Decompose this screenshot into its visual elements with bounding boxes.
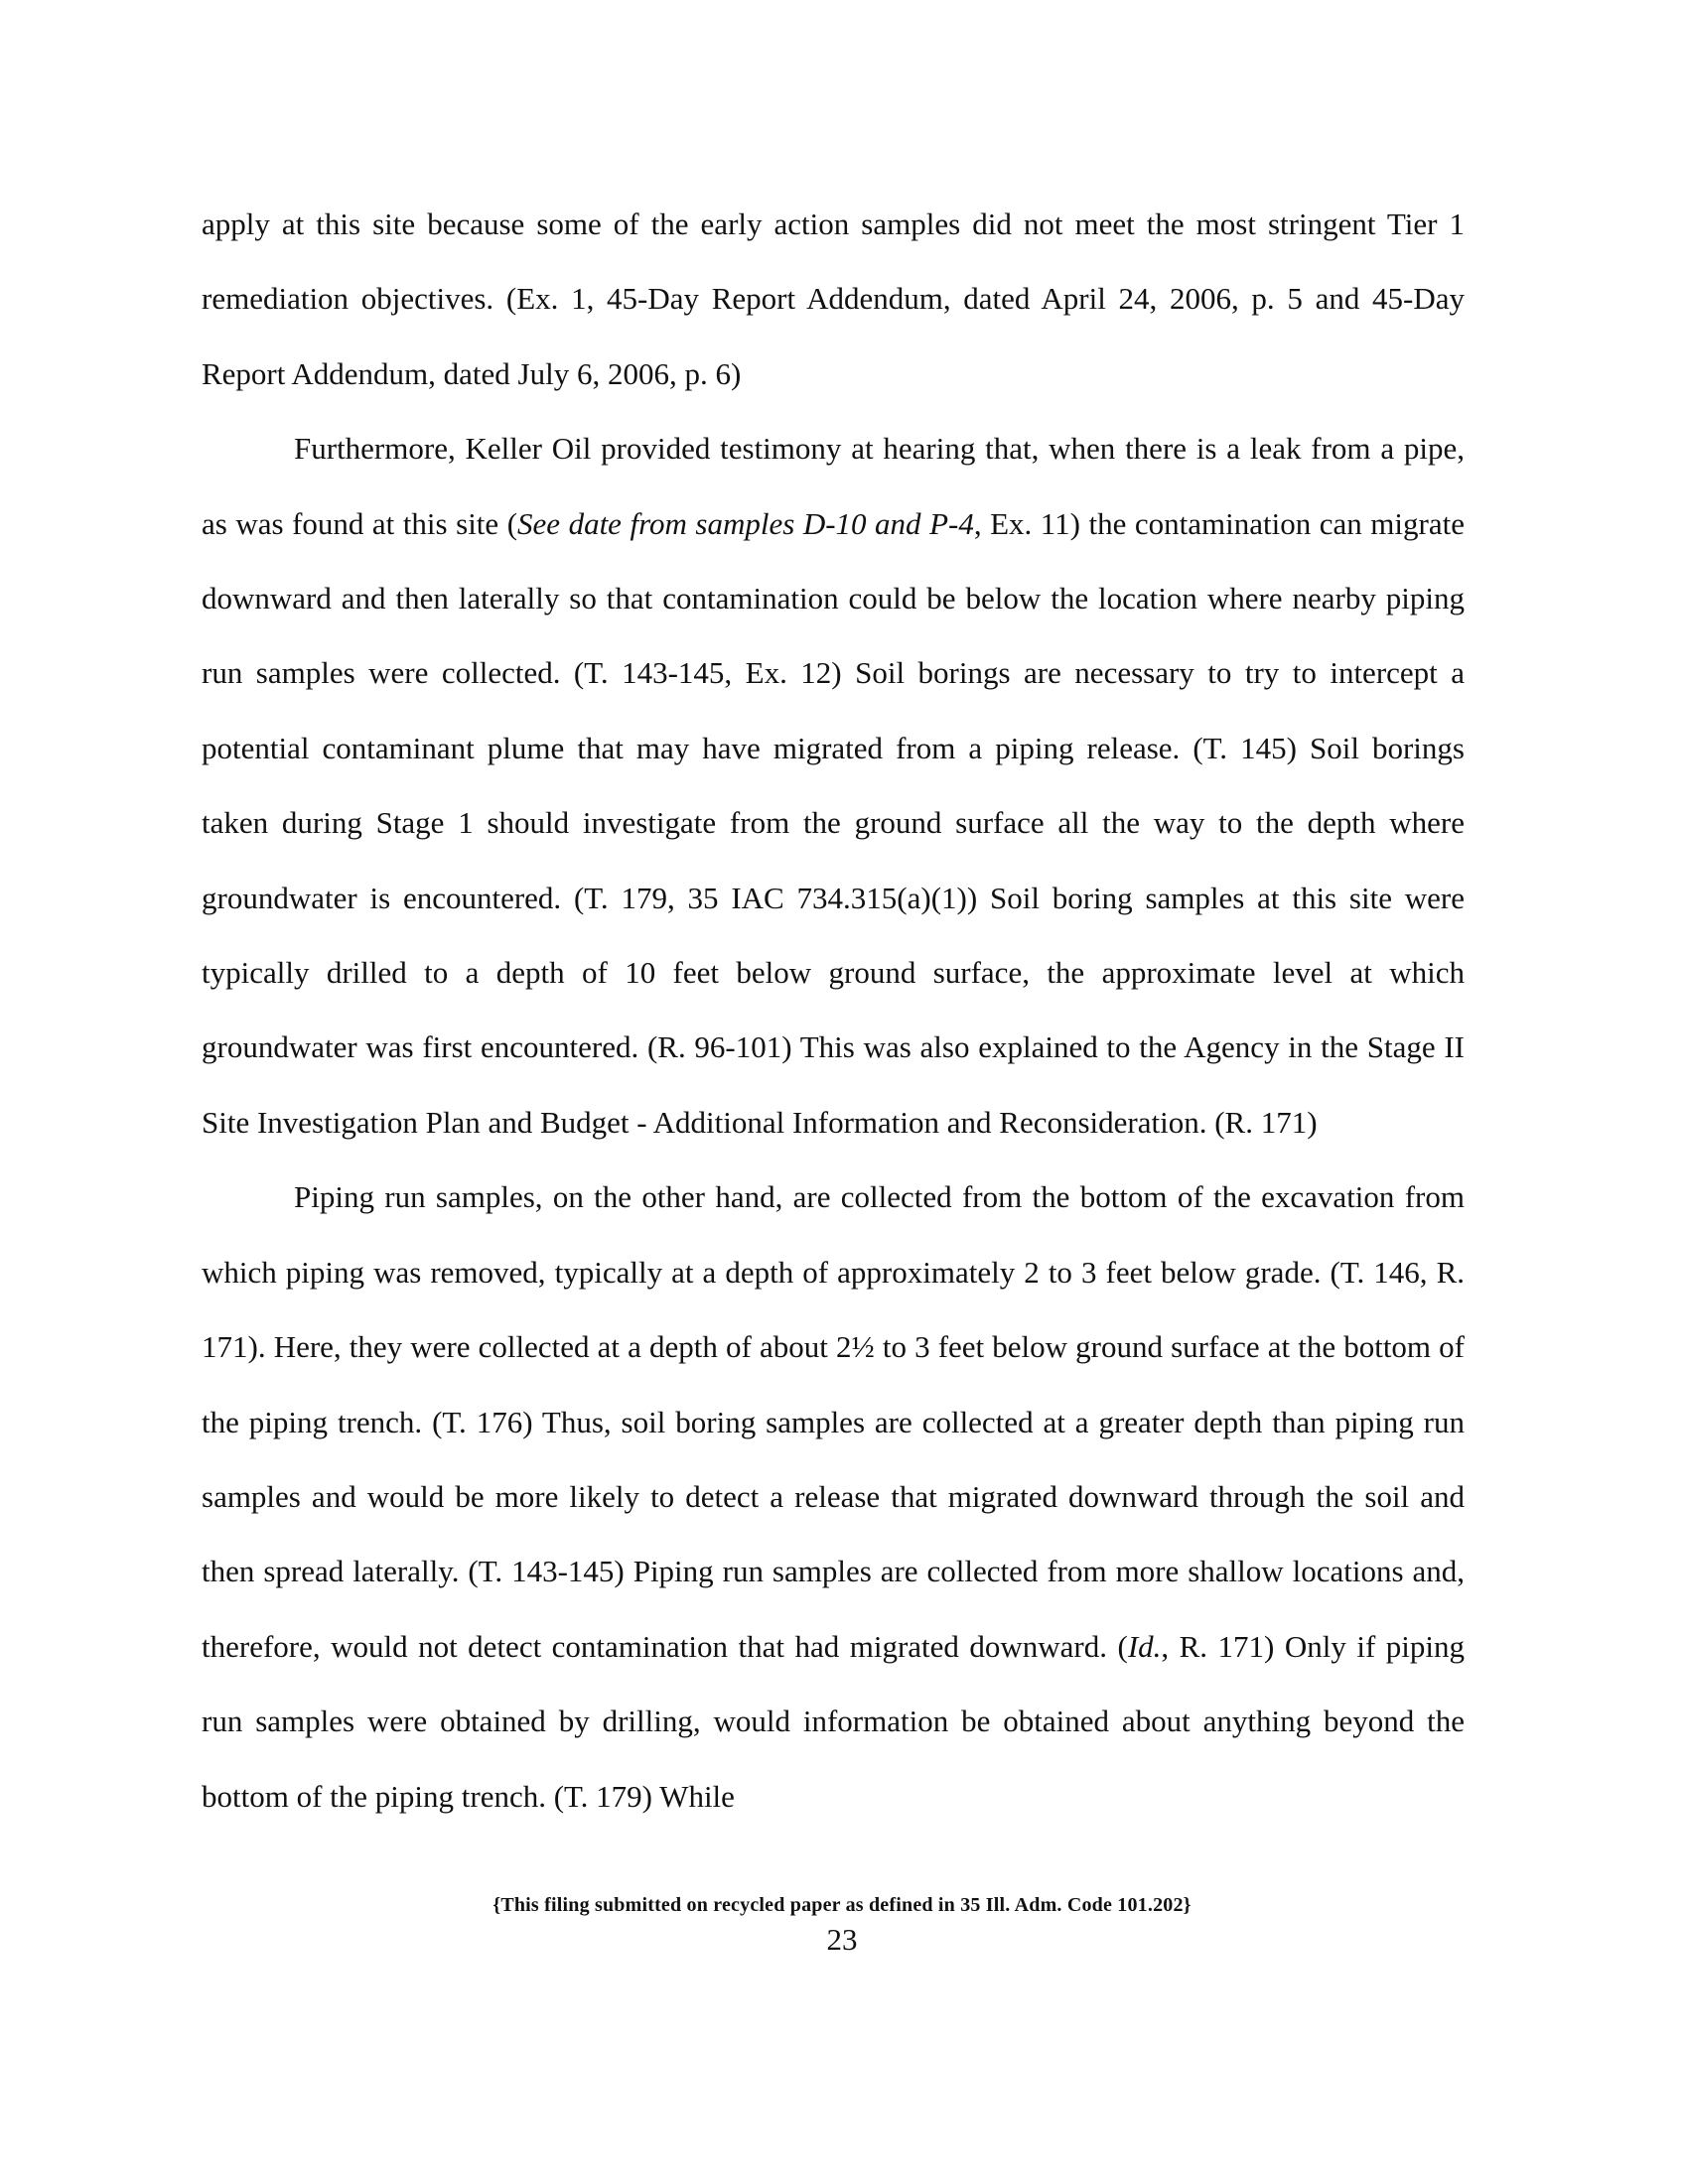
paragraph-1-text: apply at this site because some of the early action samples did not meet the most stringent Tier 1 remediation objectives. (Ex. 1, 45-Day Report Addendum, dated April 24, 2006, p. 5 and 45-Day Report Addendum, dated July 6, 2006, p. 6)	[202, 206, 1465, 391]
paragraph-1	[202, 187, 1465, 411]
paragraph-2-text-b: , Ex. 11) the contamination can migrate downward and then laterally so that contamination could be below the location where nearby piping run samples were collected. (T. 143-145, Ex. 12) Soil borings are necessary to try to intercept a potential contaminant plume that may have migrated from a piping release. (T. 145) Soil borings taken during Stage 1 should investigate from the ground surface all the way to the depth where groundwater is encountered. (T. 179, 35 IAC 734.315(a)(1)) Soil boring samples at this site were typically drilled to a depth of 10 feet below ground surface, the approximate level at which groundwater was first encountered. (R. 96-101) This was also explained to the Agency in the Stage II Site Investigation Plan and Budget - Additional Information and Reconsideration. (R. 171)	[202, 505, 1465, 1140]
paragraph-3	[202, 1160, 1465, 1834]
page-number: 23	[826, 1922, 858, 1957]
paragraph-3-id-italic: Id.	[1127, 1628, 1162, 1664]
paragraph-2	[202, 411, 1465, 1160]
paragraph-3-text-b: , R. 171) Only if piping run samples were obtained by drilling, would information be obtained about anything beyond the bottom of the piping trench. (T. 179) While	[202, 1628, 1465, 1814]
recycled-paper-note: {This filing submitted on recycled paper as defined in 35 Ill. Adm. Code 101.202}	[492, 1894, 1192, 1916]
paragraph-2-citation-italic: See date from samples D-10 and P-4	[517, 505, 974, 541]
paragraph-2-text-a: Furthermore, Keller Oil provided testimony at hearing that, when there is a leak from a pipe, as was found at this site (	[202, 431, 1465, 541]
paragraph-3-text-a: Piping run samples, on the other hand, are collected from the bottom of the excavation from which piping was removed, typically at a depth of approximately 2 to 3 feet below grade. (T. 146, R. 171). Here, they were collected at a depth of about 2½ to 3 feet below ground surface at the bottom of the piping trench. (T. 176) Thus, soil boring samples are collected at a greater depth than piping run samples and would be more likely to detect a release that migrated downward through the soil and then spread laterally. (T. 143-145) Piping run samples are collected from more shallow locations and, therefore, would not detect contamination that had migrated downward. (	[202, 1179, 1465, 1664]
document-body	[202, 187, 1465, 1834]
